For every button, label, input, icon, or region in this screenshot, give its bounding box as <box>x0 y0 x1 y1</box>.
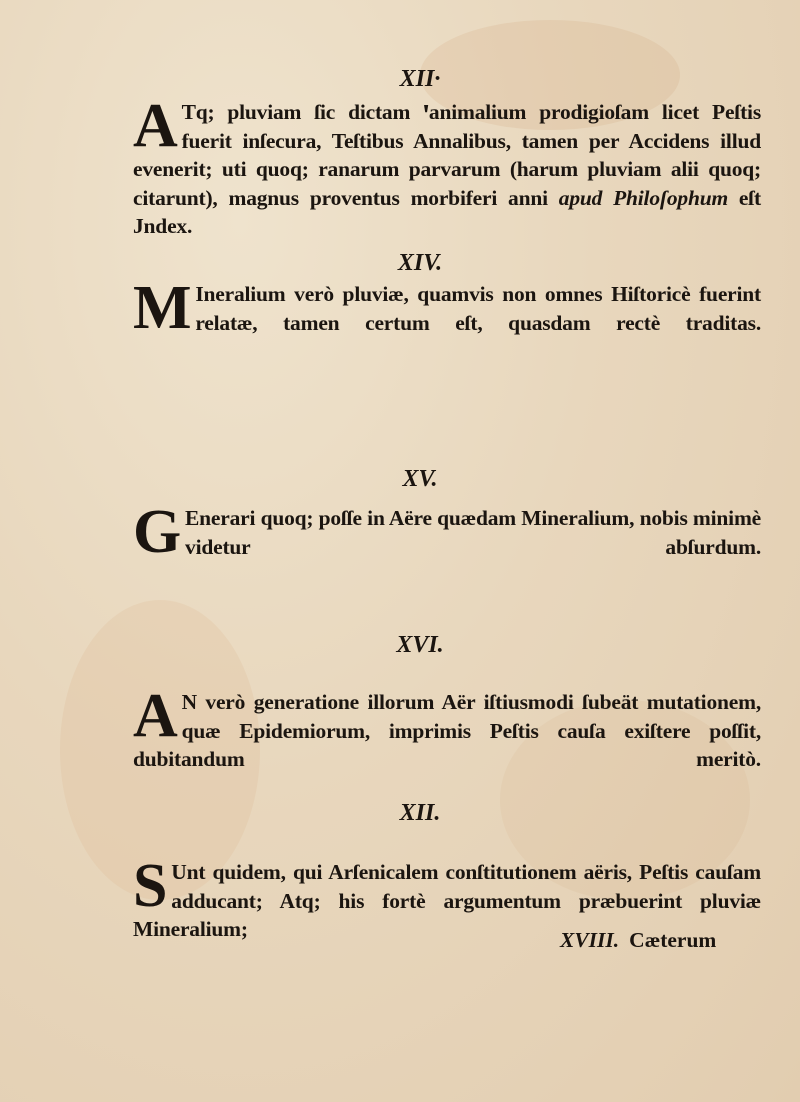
italic-text: apud Philoſophum <box>558 185 728 210</box>
drop-cap: M <box>133 274 192 342</box>
paragraph-text: Ineralium verò pluviæ, quamvis non omnes Hiſtoricè fuerint relatæ, tamen certum eſt, quasdam rectè traditas. <box>195 282 761 335</box>
section-paragraph <box>133 92 761 269</box>
drop-cap: S <box>133 852 168 920</box>
catchword-text: Cæterum <box>629 928 717 952</box>
section-paragraph <box>133 852 761 972</box>
section-number: XVI. <box>396 632 444 658</box>
section-number: XIV. <box>397 250 443 276</box>
section-number: XII. <box>399 800 441 826</box>
drop-cap: G <box>133 498 182 566</box>
paragraph-text: Tq; pluviam ſic dictam ꞌanimalium prodigioſam licet Peſtis fuerit inſecura, Teſtibus Annalibus, tamen per Accidens illud evenerit; uti quoq; ranarum parvarum (harum pluviam alii quoq; citarunt), magnus proventus morbiferi anni <box>133 100 761 210</box>
section-number: XV. <box>402 466 438 492</box>
section-paragraph <box>133 498 761 590</box>
paragraph-text: Unt quidem, qui Arſenicalem conſtitutionem aëris, Peſtis cauſam adducant; Atq; his fortè argumentum præbuerint pluviæ Mineralium; <box>133 860 761 941</box>
drop-cap: A <box>133 92 178 160</box>
catchword <box>560 928 716 953</box>
section-paragraph <box>133 682 761 802</box>
section-paragraph <box>133 274 761 366</box>
paragraph-text: eſt Jndex. <box>133 185 761 238</box>
drop-cap: A <box>133 682 178 750</box>
next-section-number: XVIII. <box>560 928 620 952</box>
paragraph-text: Enerari quoq; poſſe in Aëre quædam Mineralium, nobis minimè videtur abſurdum. <box>185 506 761 559</box>
section-number: XII· <box>399 66 441 92</box>
paragraph-text: N verò generatione illorum Aër iſtiusmodi ſubeät mutationem, quæ Epidemiorum, imprimis Peſtis cauſa exiſtere poſſit, dubitandum meritò. <box>133 690 761 771</box>
